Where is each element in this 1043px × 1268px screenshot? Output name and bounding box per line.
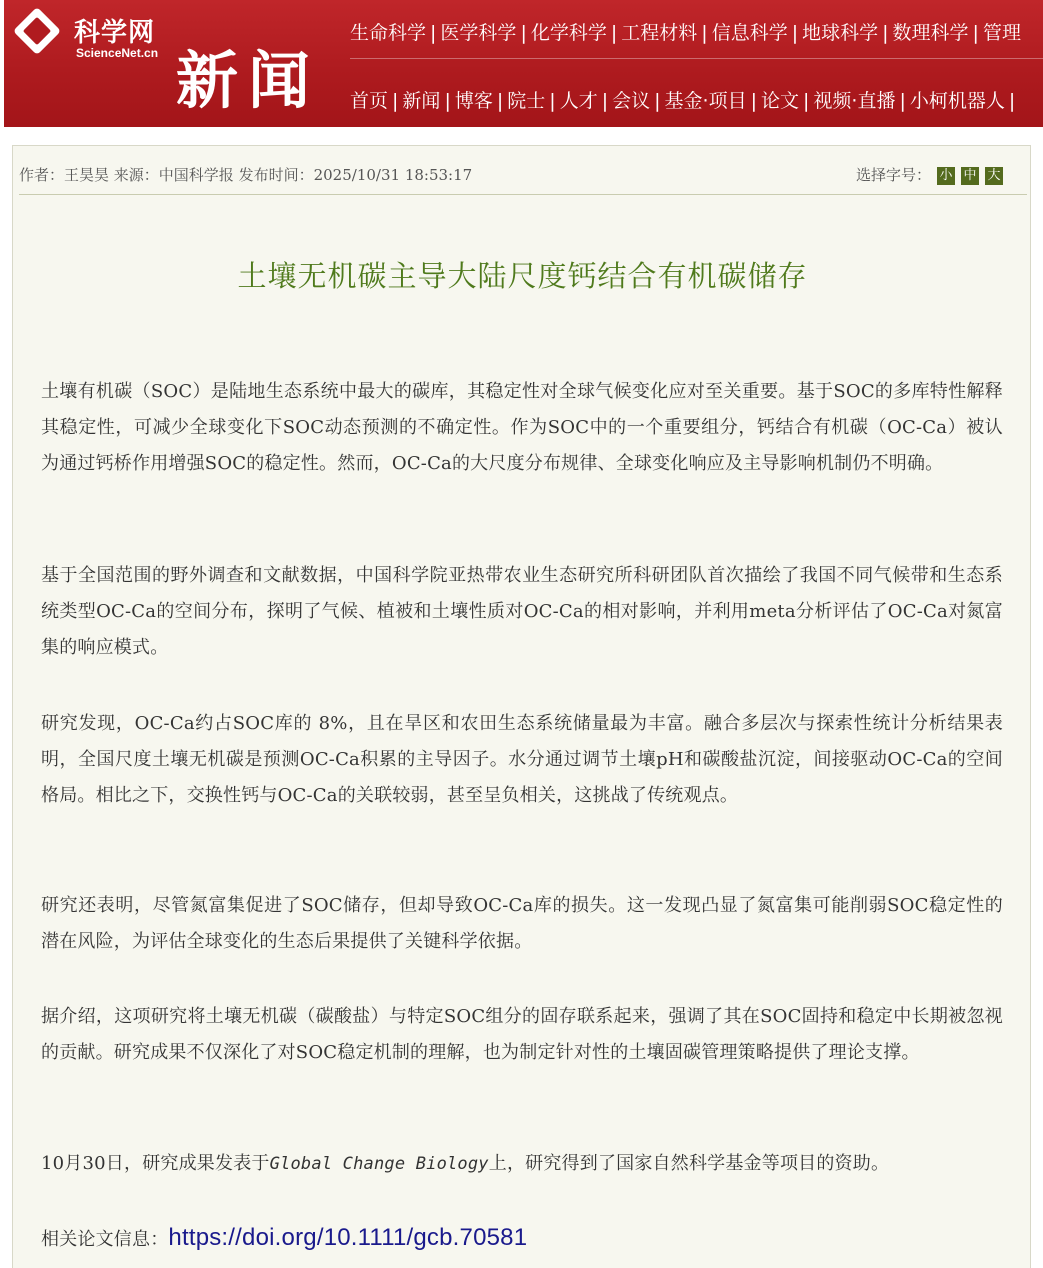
nav-separator: | bbox=[610, 22, 618, 44]
nav-separator: | bbox=[430, 22, 437, 44]
related-paper-label: 相关论文信息： bbox=[41, 1229, 169, 1250]
nav-item-management[interactable]: 管理 bbox=[982, 22, 1021, 44]
nav-item-chemistry[interactable]: 化学科学 bbox=[530, 22, 607, 44]
nav-item-conference[interactable]: 会议 bbox=[612, 90, 651, 112]
nav-separator: | bbox=[654, 90, 661, 112]
main-nav bbox=[350, 86, 1019, 113]
article-title: 土壤无机碳主导大陆尺度钙结合有机碳储存 bbox=[237, 259, 808, 293]
font-size-label: 选择字号： bbox=[855, 166, 931, 184]
nav-item-medical-science[interactable]: 医学科学 bbox=[440, 22, 517, 44]
related-paper-line bbox=[41, 1220, 1003, 1258]
nav-item-video[interactable]: 视频·直播 bbox=[813, 90, 896, 112]
nav-separator: | bbox=[1008, 90, 1016, 112]
article-paragraph bbox=[41, 706, 1003, 814]
doi-link[interactable]: https://doi.org/10.1111/gcb.70581 bbox=[168, 1224, 528, 1251]
article-paragraph bbox=[41, 558, 1003, 666]
paragraph-text: 据介绍，这项研究将土壤无机碳（碳酸盐）与特定SOC组分的固存联系起来，强调了其在SOC固持和稳定中长期被忽视的贡献。研究成果不仅深化了对SOC稳定机制的理解，也为制定针对性的土壤固碳管理策略提供了理论支撑。 bbox=[41, 1006, 1003, 1063]
nav-separator: | bbox=[701, 22, 708, 44]
logo-text-en: ScienceNet.cn bbox=[76, 46, 159, 60]
nav-item-earth-science[interactable]: 地球科学 bbox=[802, 22, 879, 44]
nav-separator: | bbox=[882, 22, 889, 44]
nav-separator: | bbox=[899, 90, 906, 112]
subject-nav bbox=[350, 18, 1021, 45]
nav-item-papers[interactable]: 论文 bbox=[760, 90, 799, 112]
font-size-selector bbox=[856, 164, 1003, 185]
related-paper-info bbox=[41, 1220, 1003, 1258]
article-meta bbox=[19, 164, 472, 185]
nav-item-math-physics[interactable]: 数理科学 bbox=[892, 22, 969, 44]
paragraph-text: 研究还表明，尽管氮富集促进了SOC储存，但却导致OC-Ca库的损失。这一发现凸显了氮富集可能削弱SOC稳定性的潜在风险，为评估全球变化的生态后果提供了关键科学依据。 bbox=[41, 895, 1003, 952]
font-size-small-button[interactable]: 小 bbox=[937, 167, 955, 185]
nav-item-home[interactable]: 首页 bbox=[350, 90, 389, 112]
nav-item-academician[interactable]: 院士 bbox=[507, 90, 546, 112]
publication-suffix: 上，研究得到了国家自然科学基金等项目的资助。 bbox=[488, 1153, 890, 1174]
author: 作者：王昊昊 bbox=[19, 166, 110, 184]
logo-text-cn: 科学网 bbox=[74, 18, 156, 48]
nav-separator: | bbox=[972, 22, 979, 44]
nav-separator: | bbox=[444, 90, 451, 112]
article-paragraph bbox=[41, 374, 1003, 482]
publish-time: 发布时间：2025/10/31 18:53:17 bbox=[238, 166, 473, 184]
nav-separator: | bbox=[791, 22, 799, 44]
paragraph-text: 基于全国范围的野外调查和文献数据，中国科学院亚热带农业生态研究所科研团队首次描绘了我国不同气候带和生态系统类型OC-Ca的空间分布，探明了气候、植被和土壤性质对OC-Ca的相对影响，并利用meta分析评估了OC-Ca对氮富集的响应模式。 bbox=[41, 565, 1003, 658]
font-size-large-button[interactable]: 大 bbox=[985, 167, 1003, 185]
sciencenet-logo[interactable] bbox=[16, 8, 166, 64]
nav-item-information[interactable]: 信息科学 bbox=[711, 22, 788, 44]
article-container bbox=[12, 145, 1031, 1268]
nav-item-talent[interactable]: 人才 bbox=[559, 90, 598, 112]
article-paragraph bbox=[41, 1146, 1003, 1182]
publication-note bbox=[41, 1146, 1003, 1182]
paragraph-text: 研究发现，OC-Ca约占SOC库的 8%，且在旱区和农田生态系统储量最为丰富。融合多层次与探索性统计分析结果表明，全国尺度土壤无机碳是预测OC-Ca积累的主导因子。水分通过调节土壤pH和碳酸盐沉淀，间接驱动OC-Ca的空间格局。相比之下，交换性钙与OC-Ca的关联较弱，甚至呈负相关，这挑战了传统观点。 bbox=[41, 713, 1003, 806]
nav-divider bbox=[350, 58, 1043, 59]
nav-item-life-science[interactable]: 生命科学 bbox=[350, 22, 427, 44]
nav-separator: | bbox=[750, 90, 757, 112]
nav-separator: | bbox=[549, 90, 556, 112]
article-paragraph bbox=[41, 999, 1003, 1071]
journal-name: Global Change Biology bbox=[269, 1154, 489, 1174]
nav-separator: | bbox=[392, 90, 399, 112]
nav-separator: | bbox=[520, 22, 527, 44]
site-header bbox=[4, 0, 1043, 127]
source: 来源：中国科学报 bbox=[113, 166, 234, 184]
nav-separator: | bbox=[601, 90, 609, 112]
nav-item-engineering[interactable]: 工程材料 bbox=[621, 22, 698, 44]
article-paragraph bbox=[41, 888, 1003, 960]
nav-item-funding[interactable]: 基金·项目 bbox=[664, 90, 747, 112]
nav-item-blog[interactable]: 博客 bbox=[454, 90, 493, 112]
font-size-medium-button[interactable]: 中 bbox=[961, 167, 979, 185]
paragraph-text: 土壤有机碳（SOC）是陆地生态系统中最大的碳库，其稳定性对全球气候变化应对至关重要。基于SOC的多库特性解释其稳定性，可减少全球变化下SOC动态预测的不确定性。作为SOC中的一个重要组分，钙结合有机碳（OC-Ca）被认为通过钙桥作用增强SOC的稳定性。然而，OC-Ca的大尺度分布规律、全球变化响应及主导影响机制仍不明确。 bbox=[41, 381, 1003, 474]
publication-prefix: 10月30日，研究成果发表于 bbox=[41, 1153, 270, 1174]
article-meta-bar bbox=[19, 160, 1027, 195]
nav-separator: | bbox=[496, 90, 504, 112]
nav-separator: | bbox=[803, 90, 810, 112]
channel-title: 新闻 bbox=[176, 44, 321, 117]
nav-item-news[interactable]: 新闻 bbox=[402, 90, 441, 112]
nav-item-robot[interactable]: 小柯机器人 bbox=[909, 90, 1005, 112]
